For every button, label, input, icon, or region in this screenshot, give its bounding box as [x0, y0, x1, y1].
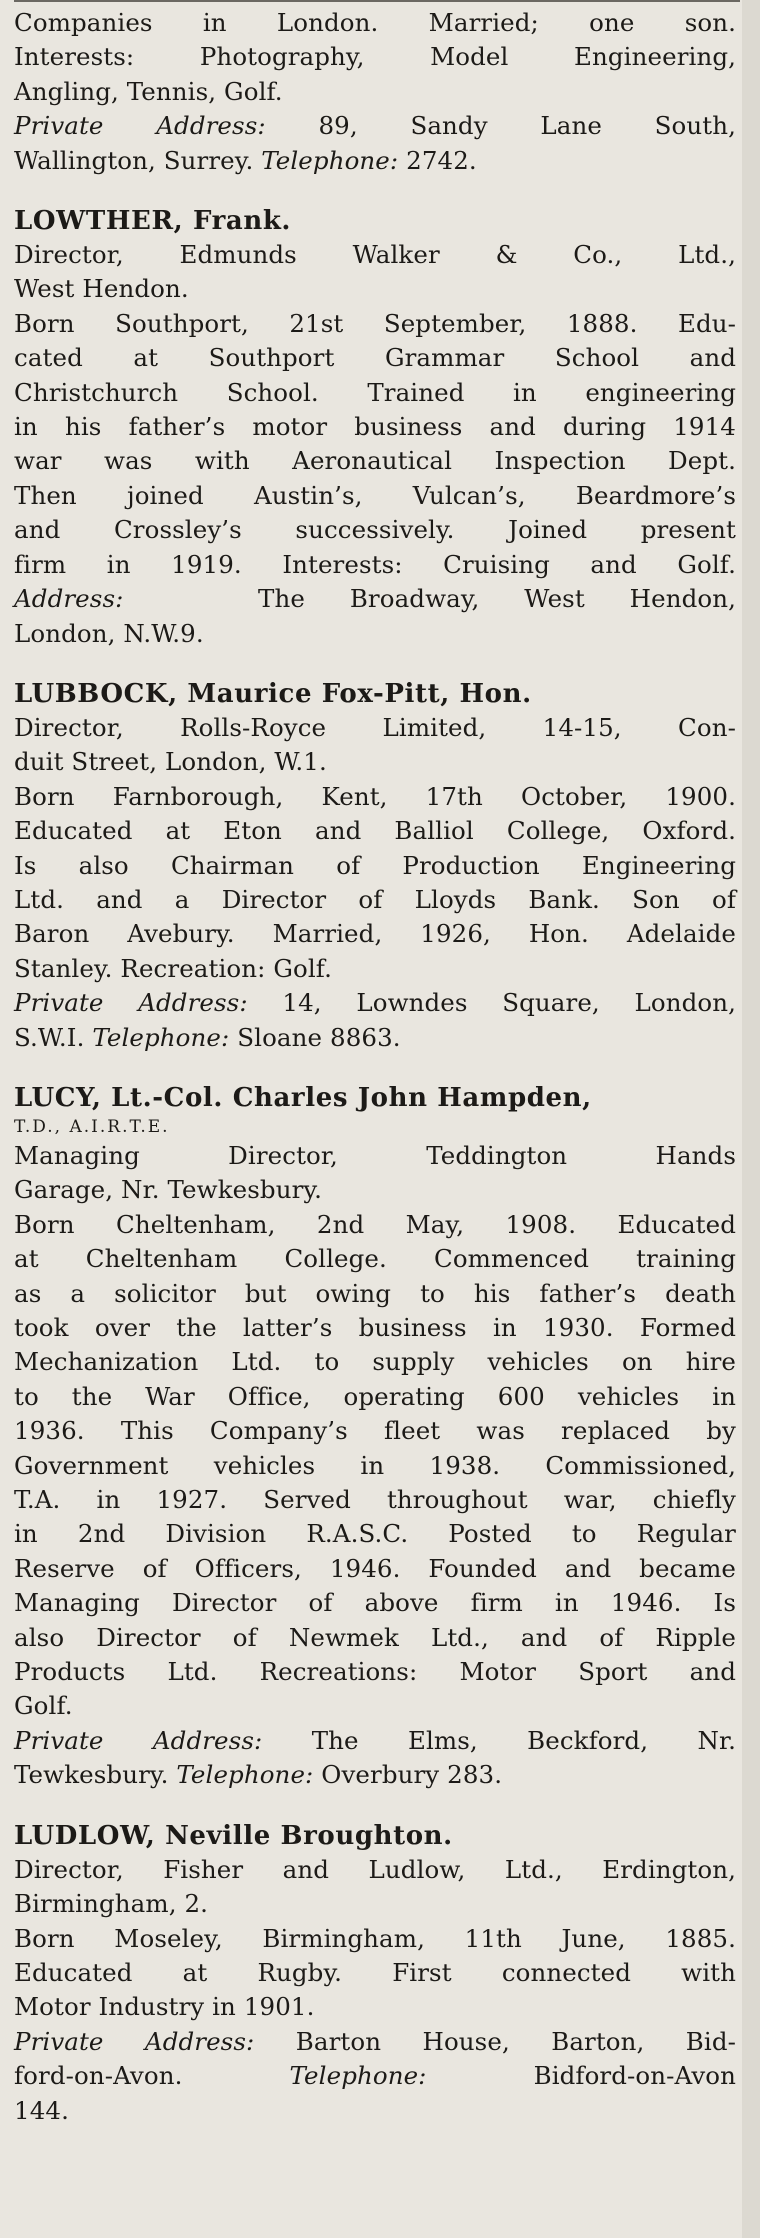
entry-lubbock [14, 677, 736, 1055]
entry-line: Garage, Nr. Tewkesbury. [14, 1175, 322, 1205]
entry-address-line [14, 1758, 736, 1792]
entry-line: Educated at Rugby. First connected with [14, 1957, 736, 1987]
telephone-text: Sloane 8863. [237, 1022, 401, 1052]
entry-line: Is also Chairman of Production Engineering [14, 850, 736, 880]
telephone-text: Bidford-on-Avon [533, 2061, 736, 2091]
address-label: Private Address: [14, 988, 248, 1018]
entry-line: also Director of Newmek Ltd., and of Ripple [14, 1622, 736, 1652]
entry-line: in 2nd Division R.A.S.C. Posted to Regular [14, 1519, 736, 1549]
entry-line: at Cheltenham College. Commenced training [14, 1244, 736, 1274]
entry-line: Educated at Eton and Balliol College, Oxford. [14, 816, 736, 846]
entry-line: Born Farnborough, Kent, 17th October, 1900. [14, 781, 736, 811]
entry-line: cated at Southport Grammar School and [14, 343, 736, 373]
address-label: Private Address: [14, 111, 266, 141]
intro-address-line [14, 144, 736, 178]
entry-line: Birmingham, 2. [14, 1889, 209, 1919]
telephone-text: 2742. [406, 145, 477, 175]
entry-line: Director, Fisher and Ludlow, Ltd., Erdington, [14, 1854, 736, 1884]
entry-line: Director, Edmunds Walker & Co., Ltd., [14, 240, 736, 270]
entry-line: Motor Industry in 1901. [14, 1992, 315, 2022]
entry-address-line [14, 986, 736, 1020]
telephone-text: Overbury 283. [321, 1760, 503, 1790]
entry-address-line: London, N.W.9. [14, 618, 204, 648]
entry-name: LUDLOW, Neville Broughton. [14, 1820, 453, 1851]
address-text: The Elms, Beckford, Nr. [311, 1725, 736, 1755]
page-edge [742, 0, 760, 2238]
entry-address-line [14, 2025, 736, 2059]
entry-line: Ltd. and a Director of Lloyds Bank. Son of [14, 884, 736, 914]
address-text: 89, Sandy Lane South, [318, 111, 736, 141]
entry-line: Products Ltd. Recreations: Motor Sport and [14, 1657, 736, 1687]
entry-line: Born Southport, 21st September, 1888. Edu- [14, 308, 736, 338]
address-text: ford-on-Avon. [14, 2061, 183, 2091]
entry-line: and Crossley’s successively. Joined present [14, 515, 736, 545]
entry-address-line [14, 1021, 736, 1055]
entry-name: LUBBOCK, Maurice Fox-Pitt, Hon. [14, 678, 532, 709]
entry-line: Then joined Austin’s, Vulcan’s, Beardmore’s [14, 480, 736, 510]
address-text: Wallington, Surrey. [14, 145, 254, 175]
telephone-label: Telephone: [261, 145, 399, 175]
address-text: The Broadway, West Hendon, [258, 584, 736, 614]
entry-line: duit Street, London, W.1. [14, 747, 327, 777]
telephone-label: Telephone: [289, 2061, 427, 2091]
entry-line: in his father’s motor business and during 1914 [14, 412, 736, 442]
entry-lucy [14, 1081, 736, 1793]
entry-line: to the War Office, operating 600 vehicles in [14, 1381, 736, 1411]
telephone-label: Telephone: [92, 1022, 230, 1052]
intro-address-line [14, 109, 736, 143]
entry-line: Government vehicles in 1938. Commissioned, [14, 1450, 736, 1480]
address-text: S.W.I. [14, 1022, 85, 1052]
address-label: Private Address: [14, 2026, 255, 2056]
intro-line: Interests: Photography, Model Engineering, [14, 42, 736, 72]
telephone-label: Telephone: [176, 1760, 314, 1790]
entry-line: 1936. This Company’s fleet was replaced by [14, 1416, 736, 1446]
entry-line: Managing Director of above firm in 1946. Is [14, 1588, 736, 1618]
address-text: Tewkesbury. [14, 1760, 169, 1790]
entry-address-line [14, 1724, 736, 1758]
entry-line: Christchurch School. Trained in engineering [14, 377, 736, 407]
entry-honours: T.D., A.I.R.T.E. [14, 1116, 170, 1137]
entry-line: Managing Director, Teddington Hands [14, 1140, 736, 1170]
entry-line: Golf. [14, 1691, 73, 1721]
entry-address-line [14, 2059, 736, 2093]
entry-line: Baron Avebury. Married, 1926, Hon. Adelaide [14, 919, 736, 949]
directory-page [14, 6, 736, 2128]
entry-name: LUCY, Lt.-Col. Charles John Hampden, [14, 1082, 592, 1113]
entry-line: firm in 1919. Interests: Cruising and Golf. [14, 549, 736, 579]
entry-address-line: 144. [14, 2095, 69, 2125]
address-label: Address: [14, 584, 124, 614]
entry-line: Stanley. Recreation: Golf. [14, 953, 332, 983]
entry-line: took over the latter’s business in 1930. Formed [14, 1313, 736, 1342]
entry-line: as a solicitor but owing to his father’s death [14, 1278, 736, 1308]
entry-line: Born Moseley, Birmingham, 11th June, 1885. [14, 1923, 736, 1953]
entry-line: Director, Rolls-Royce Limited, 14-15, Con- [14, 712, 736, 742]
entry-line: war was with Aeronautical Inspection Dept. [14, 446, 736, 476]
entry-line: Reserve of Officers, 1946. Founded and became [14, 1553, 736, 1583]
intro-continuation [14, 6, 736, 178]
entry-ludlow [14, 1819, 736, 2128]
entry-line: T.A. in 1927. Served throughout war, chiefly [14, 1485, 736, 1515]
top-rule [14, 0, 740, 2]
address-text: Barton House, Barton, Bid- [295, 2026, 737, 2056]
entry-name: LOWTHER, Frank. [14, 206, 292, 237]
address-label: Private Address: [14, 1725, 263, 1755]
address-text: 14, Lowndes Square, London, [282, 988, 737, 1018]
entry-line: Born Cheltenham, 2nd May, 1908. Educated [14, 1209, 736, 1239]
entry-address-line [14, 582, 736, 616]
entry-line: West Hendon. [14, 274, 189, 304]
intro-line: Angling, Tennis, Golf. [14, 76, 283, 106]
entry-lowther [14, 204, 736, 651]
entry-line: Mechanization Ltd. to supply vehicles on hire [14, 1347, 736, 1377]
intro-line: Companies in London. Married; one son. [14, 8, 736, 37]
